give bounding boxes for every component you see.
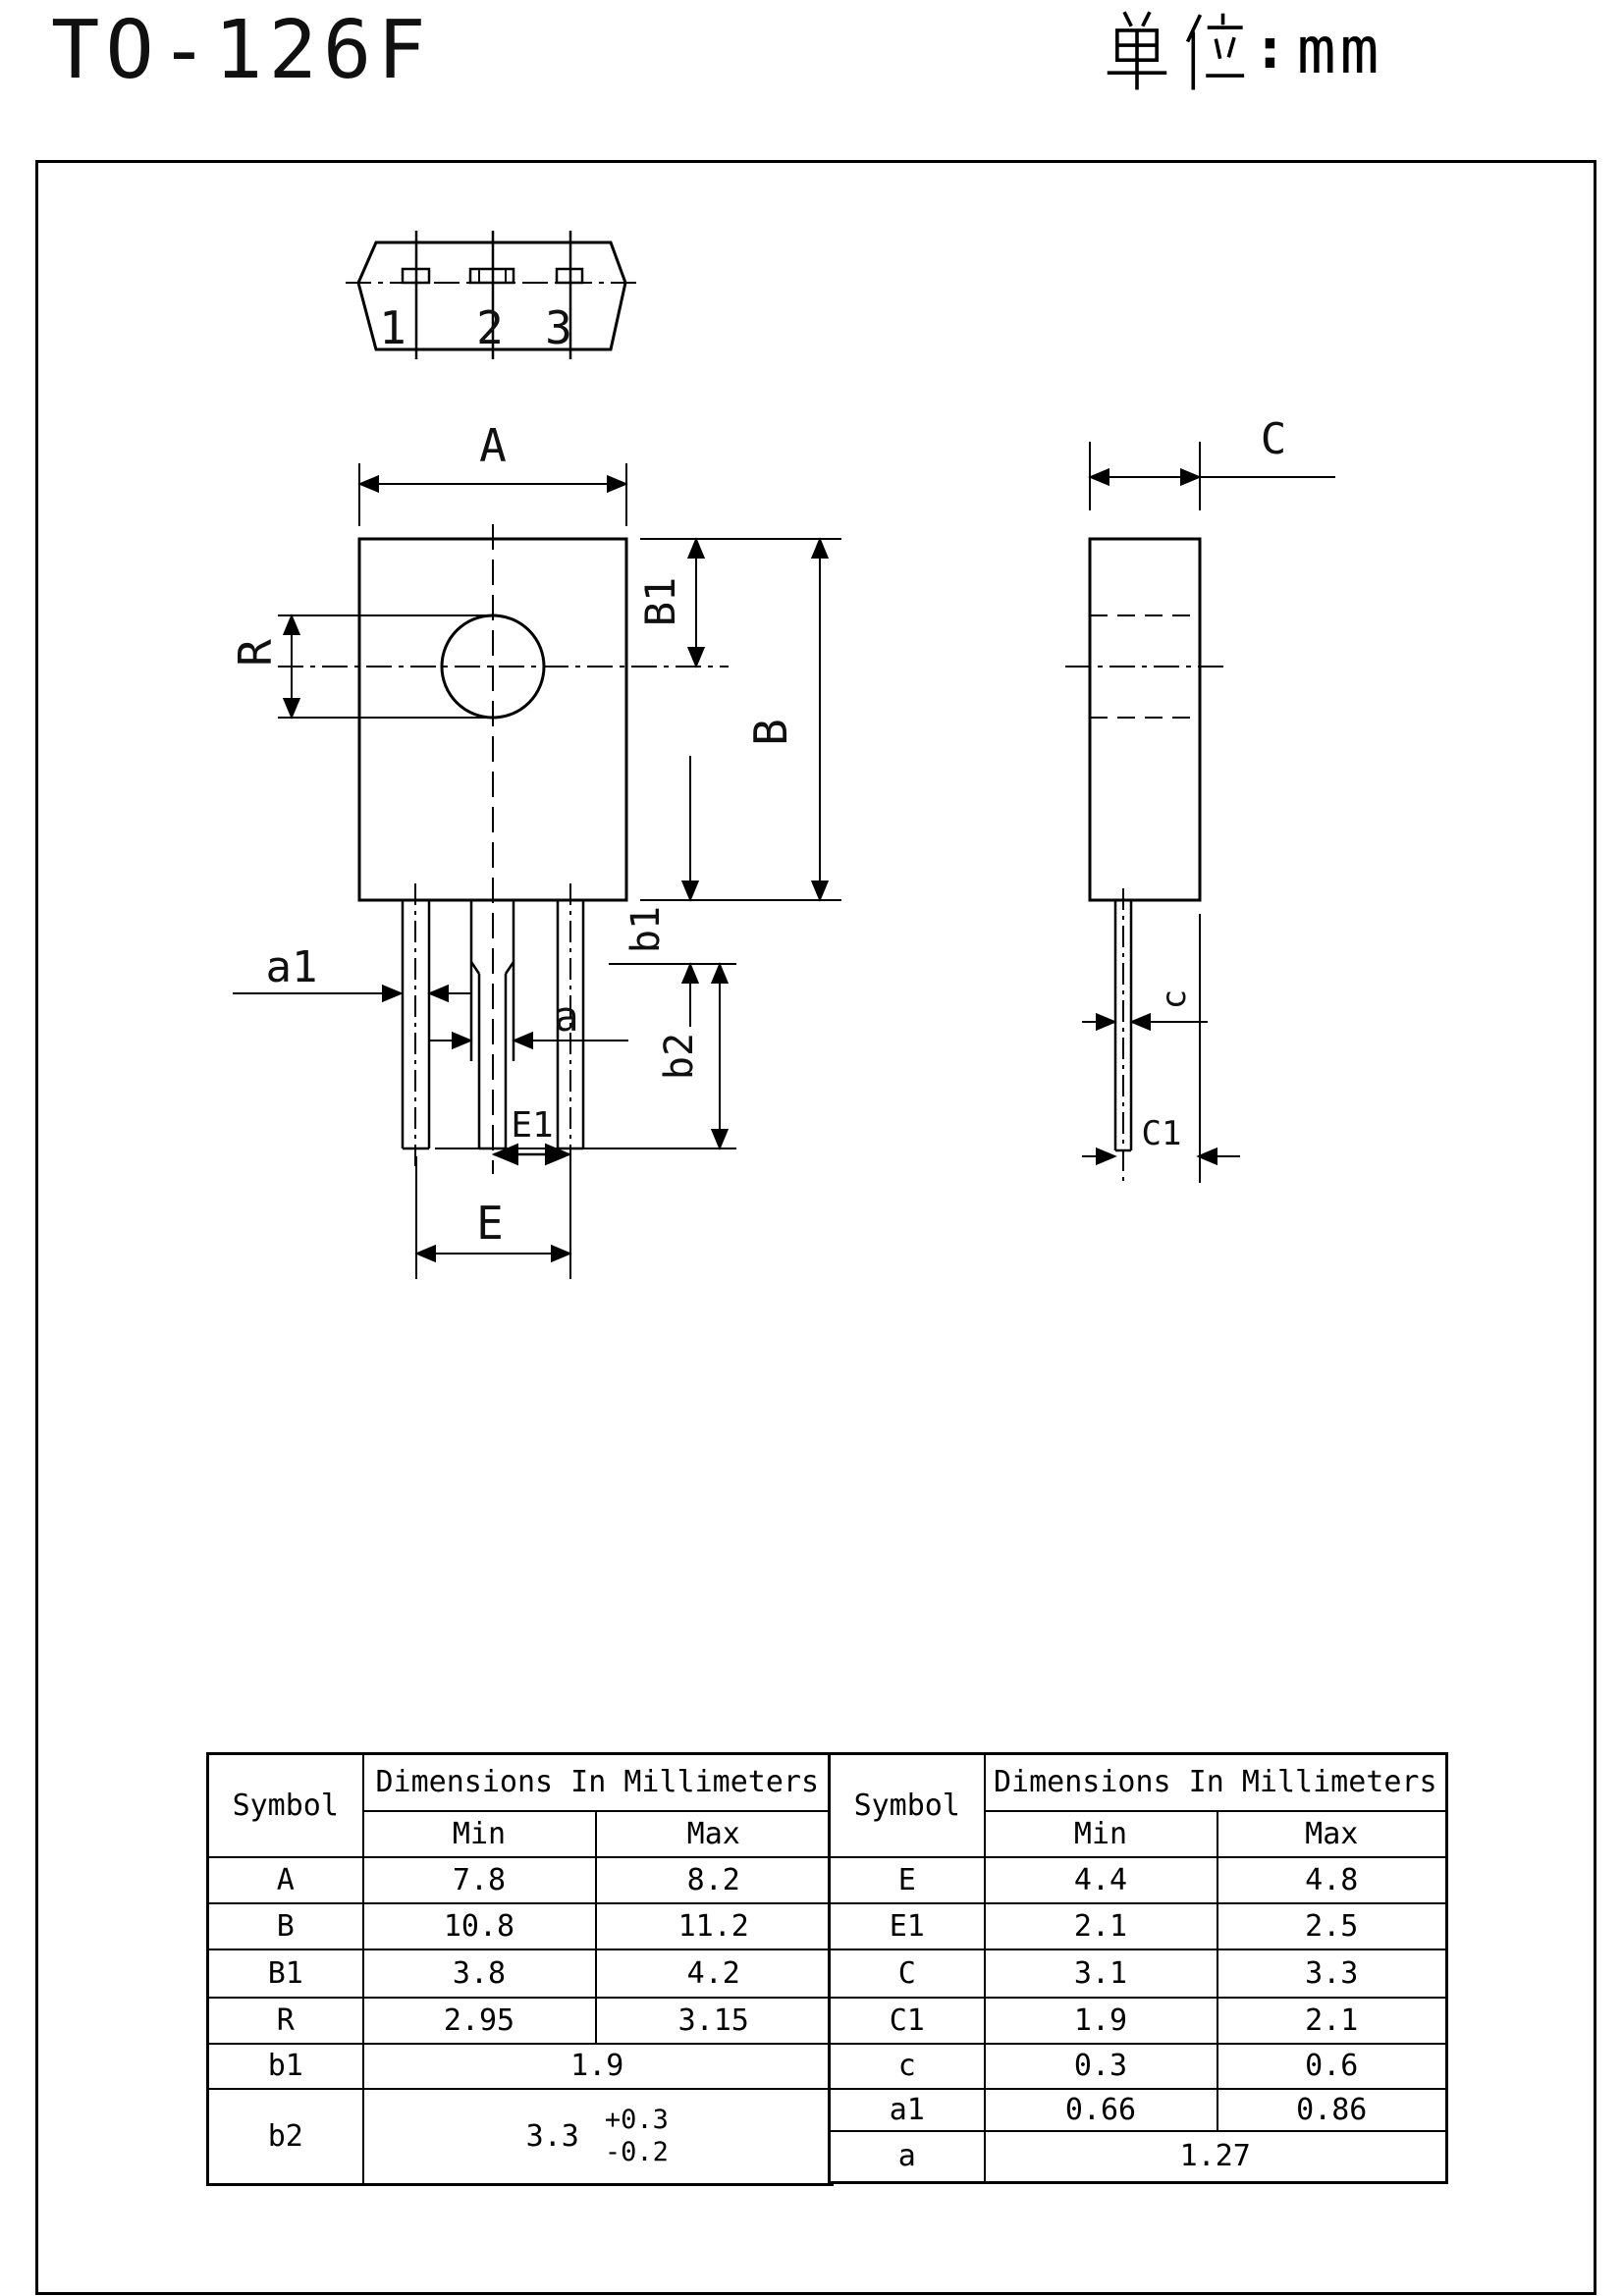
dim-label-C: C	[1260, 414, 1287, 464]
dim-label-a1: a1	[265, 942, 318, 992]
table-row	[830, 2089, 1447, 2131]
dim-C	[1090, 442, 1335, 510]
cell-max: 4.2	[596, 1949, 833, 1998]
dim-label-E1: E1	[511, 1105, 554, 1146]
col-header-symbol: Symbol	[208, 1754, 363, 1857]
cell-symbol: c	[830, 2044, 985, 2089]
table-row	[830, 2131, 1447, 2183]
table-row	[208, 2044, 833, 2089]
tolerance-nominal: 3.3	[525, 2118, 579, 2154]
table-row	[830, 1949, 1447, 1998]
cell-min: 7.8	[363, 1857, 596, 1903]
dim-label-B: B	[744, 719, 797, 746]
col-header-dimensions: Dimensions In Millimeters	[363, 1754, 833, 1811]
table-row	[208, 1857, 833, 1903]
cell-min: 3.8	[363, 1949, 596, 1998]
pin-number-2: 2	[476, 301, 504, 354]
dim-label-E: E	[476, 1197, 504, 1250]
col-header-min: Min	[985, 1811, 1217, 1857]
table-row	[208, 1903, 833, 1949]
dimension-table-right	[828, 1752, 1448, 2184]
page-title: TO-126F	[51, 4, 432, 97]
side-lead	[1115, 888, 1131, 1183]
cell-min: 2.1	[985, 1903, 1217, 1949]
cell-min: 2.95	[363, 1998, 596, 2044]
cell-max: 0.6	[1217, 2044, 1447, 2089]
cell-symbol: E1	[830, 1903, 985, 1949]
dim-label-a: a	[554, 992, 579, 1041]
cell-symbol: C1	[830, 1998, 985, 2044]
tolerance-minus: -0.2	[604, 2137, 669, 2168]
table-row	[830, 1903, 1447, 1949]
unit-value: mm	[1296, 12, 1383, 88]
cell-symbol: C	[830, 1949, 985, 1998]
cell-min: 4.4	[985, 1857, 1217, 1903]
cell-value-span	[363, 2089, 833, 2185]
cell-symbol: B1	[208, 1949, 363, 1998]
table-row	[208, 2089, 833, 2185]
cell-max: 3.3	[1217, 1949, 1447, 1998]
col-header-max: Max	[596, 1811, 833, 1857]
table-row	[208, 1998, 833, 2044]
dim-A	[359, 463, 626, 526]
unit-colon: :	[1253, 15, 1287, 81]
cell-max: 11.2	[596, 1903, 833, 1949]
col-header-min: Min	[363, 1811, 596, 1857]
cell-symbol: E	[830, 1857, 985, 1903]
cell-symbol: b1	[208, 2044, 363, 2089]
cell-max: 4.8	[1217, 1857, 1447, 1903]
cell-symbol: a1	[830, 2089, 985, 2131]
table-row	[830, 2044, 1447, 2089]
dim-label-b1: b1	[623, 905, 669, 954]
pin-number-3: 3	[545, 301, 572, 354]
cell-value-span: 1.27	[985, 2131, 1447, 2183]
cell-min: 1.9	[985, 1998, 1217, 2044]
cell-symbol: b2	[208, 2089, 363, 2185]
cell-min: 0.66	[985, 2089, 1217, 2131]
dimension-table-left	[206, 1752, 834, 2186]
side-body	[1090, 539, 1200, 900]
cell-value-span: 1.9	[363, 2044, 833, 2089]
cell-max: 0.86	[1217, 2089, 1447, 2131]
dim-label-B1: B1	[636, 576, 684, 627]
dim-label-R: R	[229, 639, 282, 667]
table-row	[208, 1949, 833, 1998]
col-header-dimensions: Dimensions In Millimeters	[985, 1754, 1447, 1811]
cell-max: 2.5	[1217, 1903, 1447, 1949]
col-header-max: Max	[1217, 1811, 1447, 1857]
cell-max: 3.15	[596, 1998, 833, 2044]
cell-symbol: a	[830, 2131, 985, 2183]
cell-symbol: B	[208, 1903, 363, 1949]
cell-max: 2.1	[1217, 1998, 1447, 2044]
tolerance-plus: +0.3	[604, 2104, 669, 2135]
dim-label-b2: b2	[657, 1032, 702, 1081]
cell-symbol: R	[208, 1998, 363, 2044]
dim-label-c: c	[1155, 988, 1194, 1010]
cell-min: 3.1	[985, 1949, 1217, 1998]
cell-max: 8.2	[596, 1857, 833, 1903]
front-view	[233, 463, 841, 1279]
table-row	[830, 1857, 1447, 1903]
pin-number-1: 1	[379, 301, 406, 354]
table-row	[830, 1998, 1447, 2044]
dim-label-C1: C1	[1141, 1114, 1182, 1153]
col-header-symbol: Symbol	[830, 1754, 985, 1857]
cell-symbol: A	[208, 1857, 363, 1903]
cell-min: 10.8	[363, 1903, 596, 1949]
cell-min: 0.3	[985, 2044, 1217, 2089]
dim-label-A: A	[479, 419, 507, 472]
side-view	[1065, 442, 1335, 1183]
